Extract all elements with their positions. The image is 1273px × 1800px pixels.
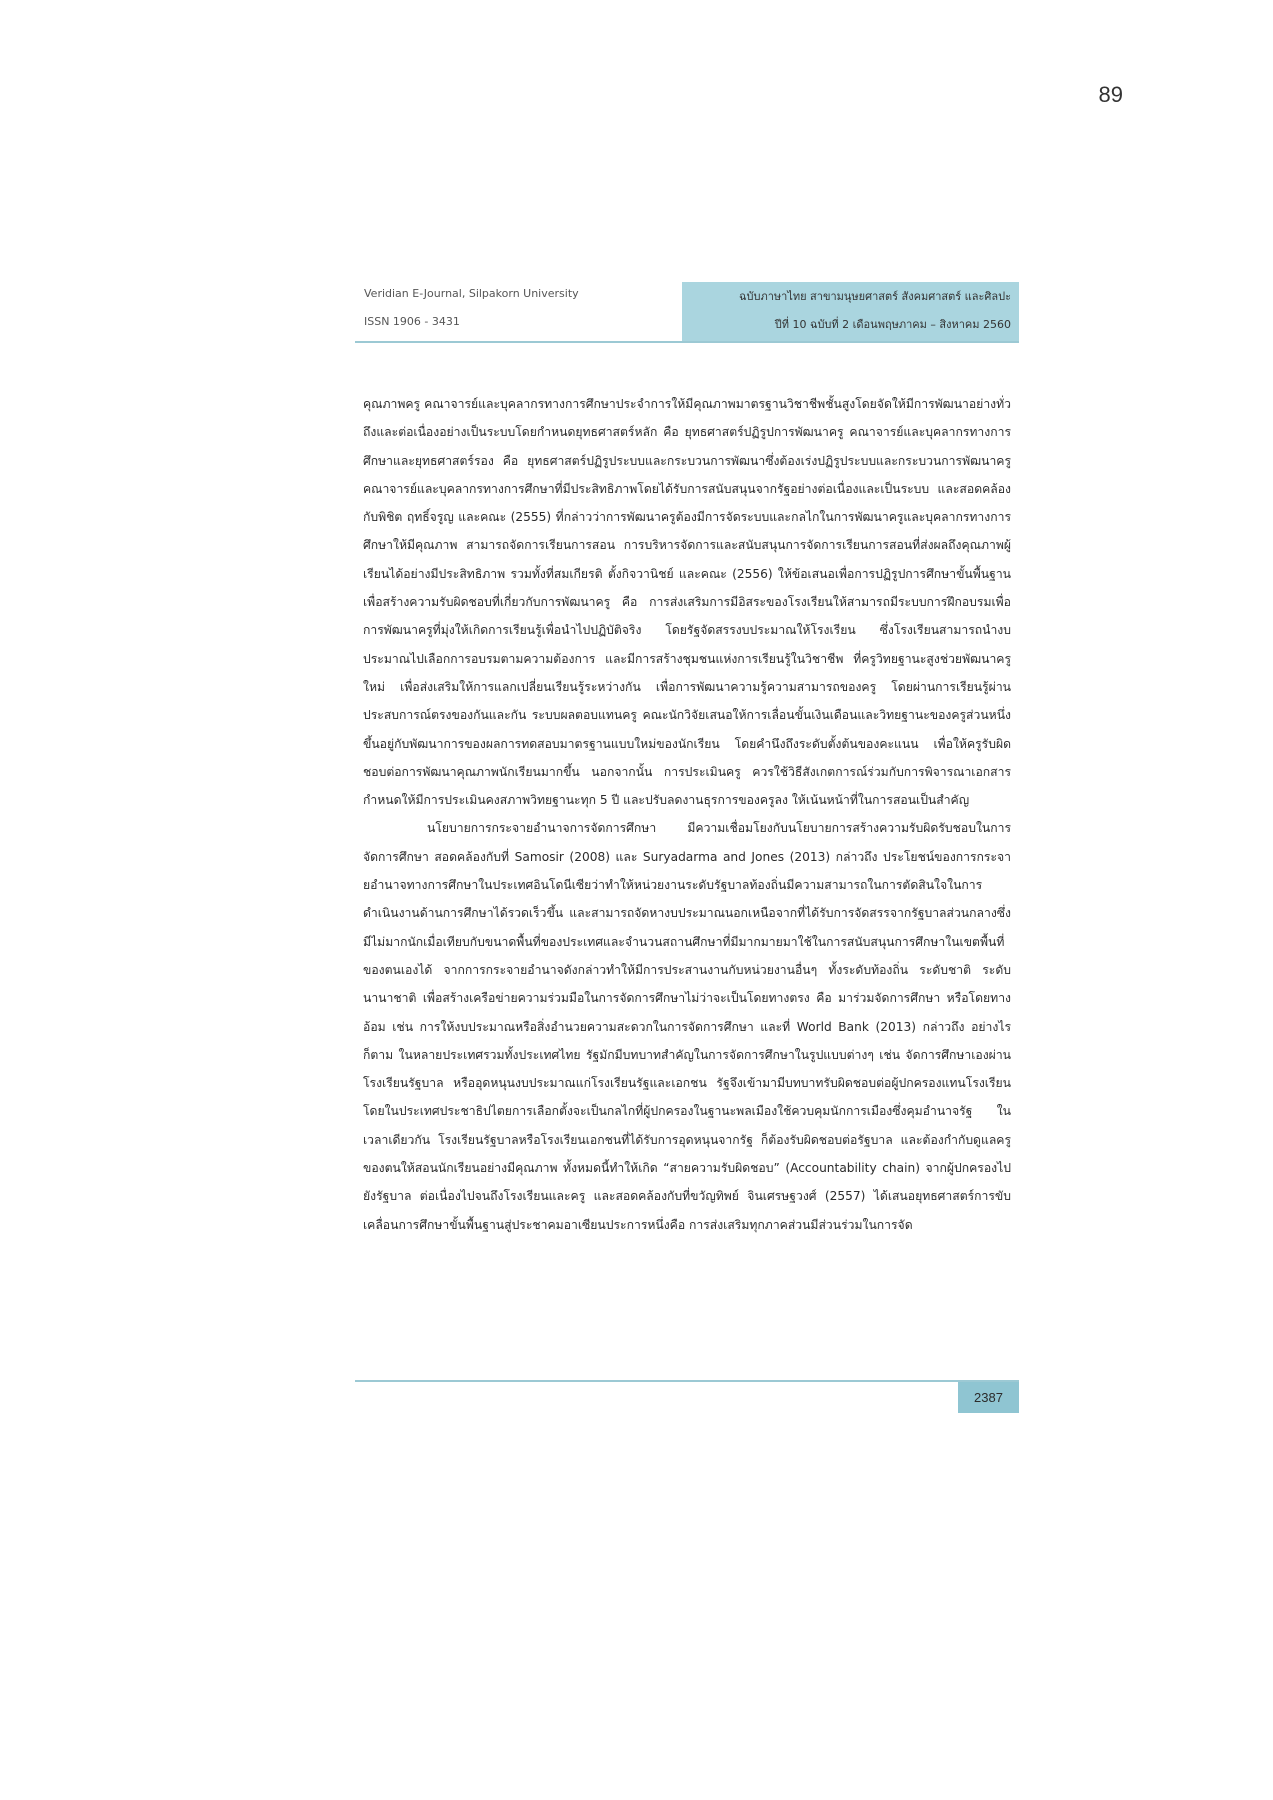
header-divider — [355, 341, 1019, 343]
outer-page-number: 89 — [1098, 82, 1123, 107]
article-body — [363, 390, 1011, 1239]
body-paragraph-2: นโยบายการกระจายอำนาจการจัดการศึกษา มีความเชื่อมโยงกับนโยบายการสร้างความรับผิดรับชอบในการจัดการศึกษา สอดคล้องกับที่ Samosir (2008) และ Suryadarma and Jones (2013) กล่าวถึง ประโยชน์ของการกระจายอำนาจทางการศึกษาในประเทศอินโดนีเซียว่าทำให้หน่วยงานระดับรัฐบาลท้องถิ่นมีความสามารถในการตัดสินใจในการดำเนินงานด้านการศึกษาได้รวดเร็วขึ้น และสามารถจัดหางบประมาณนอกเหนือจากที่ได้รับการจัดสรรจากรัฐบาลส่วนกลางซึ่งมีไม่มากนักเมื่อเทียบกับขนาดพื้นที่ของประเทศและจำนวนสถานศึกษาที่มีมากมายมาใช้ในการสนับสนุนการศึกษาในเขตพื้นที่ของตนเองได้ จากการกระจายอำนาจดังกล่าวทำให้มีการประสานงานกับหน่วยงานอื่นๆ ทั้งระดับท้องถิ่น ระดับชาติ ระดับนานาชาติ เพื่อสร้างเครือข่ายความร่วมมือในการจัดการศึกษาไม่ว่าจะเป็นโดยทางตรง คือ มาร่วมจัดการศึกษา หรือโดยทางอ้อม เช่น การให้งบประมาณหรือสิ่งอำนวยความสะดวกในการจัดการศึกษา และที่ World Bank (2013) กล่าวถึง อย่างไรก็ตาม ในหลายประเทศรวมทั้งประเทศไทย รัฐมักมีบทบาทสำคัญในการจัดการศึกษาในรูปแบบต่างๆ เช่น จัดการศึกษาเองผ่านโรงเรียนรัฐบาล หรืออุดหนุนงบประมาณแก่โรงเรียนรัฐและเอกชน รัฐจึงเข้ามามีบทบาทรับผิดชอบต่อผู้ปกครองแทนโรงเรียน โดยในประเทศประชาธิปไตยการเลือกตั้งจะเป็นกลไกที่ผู้ปกครองในฐานะพลเมืองใช้ควบคุมนักการเมืองซึ่งคุมอำนาจรัฐ ในเวลาเดียวกัน โรงเรียนรัฐบาลหรือโรงเรียนเอกชนที่ได้รับการอุดหนุนจากรัฐ ก็ต้องรับผิดชอบต่อรัฐบาล และต้องกำกับดูแลครูของตนให้สอนนักเรียนอย่างมีคุณภาพ ทั้งหมดนี้ทำให้เกิด “สายความรับผิดชอบ” (Accountability chain) จากผู้ปกครองไปยังรัฐบาล ต่อเนื่องไปจนถึงโรงเรียนและครู และสอดคล้องกับที่ขวัญทิพย์ จินเศรษฐวงศ์ (2557) ได้เสนอยุทธศาสตร์การขับเคลื่อนการศึกษาขั้นพื้นฐานสู่ประชาคมอาเซียนประการหนึ่งคือ การส่งเสริมทุกภาคส่วนมีส่วนร่วมในการจัด — [363, 821, 1011, 1232]
journal-name: Veridian E-Journal, Silpakorn University — [364, 287, 579, 300]
issn: ISSN 1906 - 3431 — [364, 315, 460, 328]
footer-page-number: 2387 — [958, 1382, 1019, 1413]
footer-divider — [355, 1380, 1019, 1382]
edition-label: ฉบับภาษาไทย สาขามนุษยศาสตร์ สังคมศาสตร์ และศิลปะ — [739, 290, 1011, 303]
body-paragraph-1: คุณภาพครู คณาจารย์และบุคลากรทางการศึกษาประจำการให้มีคุณภาพมาตรฐานวิชาชีพชั้นสูงโดยจัดให้มีการพัฒนาอย่างทั่วถึงและต่อเนื่องอย่างเป็นระบบโดยกำหนดยุทธศาสตร์หลัก คือ ยุทธศาสตร์ปฏิรูปการพัฒนาครู คณาจารย์และบุคลากรทางการศึกษาและยุทธศาสตร์รอง คือ ยุทธศาสตร์ปฏิรูประบบและกระบวนการพัฒนาซึ่งต้องเร่งปฏิรูประบบและกระบวนการพัฒนาครู คณาจารย์และบุคลากรทางการศึกษาที่มีประสิทธิภาพโดยได้รับการสนับสนุนจากรัฐอย่างต่อเนื่องและเป็นระบบ และสอดคล้องกับพิชิต ฤทธิ์จรูญ และคณะ (2555) ที่กล่าวว่าการพัฒนาครูต้องมีการจัดระบบและกลไกในการพัฒนาครูและบุคลากรทางการศึกษาให้มีคุณภาพ สามารถจัดการเรียนการสอน การบริหารจัดการและสนับสนุนการจัดการเรียนการสอนที่ส่งผลถึงคุณภาพผู้เรียนได้อย่างมีประสิทธิภาพ รวมทั้งที่สมเกียรติ ตั้งกิจวานิชย์ และคณะ (2556) ให้ข้อเสนอเพื่อการปฏิรูปการศึกษาขั้นพื้นฐานเพื่อสร้างความรับผิดชอบที่เกี่ยวกับการพัฒนาครู คือ การส่งเสริมการมีอิสระของโรงเรียนให้สามารถมีระบบการฝึกอบรมเพื่อการพัฒนาครูที่มุ่งให้เกิดการเรียนรู้เพื่อนำไปปฏิบัติจริง โดยรัฐจัดสรรงบประมาณให้โรงเรียน ซึ่งโรงเรียนสามารถนำงบประมาณไปเลือกการอบรมตามความต้องการ และมีการสร้างชุมชนแห่งการเรียนรู้ในวิชาชีพ ที่ครูวิทยฐานะสูงช่วยพัฒนาครูใหม่ เพื่อส่งเสริมให้การแลกเปลี่ยนเรียนรู้ระหว่างกัน เพื่อการพัฒนาความรู้ความสามารถของครู โดยผ่านการเรียนรู้ผ่านประสบการณ์ตรงของกันและกัน ระบบผลตอบแทนครู คณะนักวิจัยเสนอให้การเลื่อนขั้นเงินเดือนและวิทยฐานะของครูส่วนหนึ่งขึ้นอยู่กับพัฒนาการของผลการทดสอบมาตรฐานแบบใหม่ของนักเรียน โดยคำนึงถึงระดับตั้งต้นของคะแนน เพื่อให้ครูรับผิดชอบต่อการพัฒนาคุณภาพนักเรียนมากขึ้น นอกจากนั้น การประเมินครู ควรใช้วิธีสังเกตการณ์ร่วมกับการพิจารณาเอกสาร กำหนดให้มีการประเมินคงสภาพวิทยฐานะทุก 5 ปี และปรับลดงานธุรการของครูลง ให้เน้นหน้าที่ในการสอนเป็นสำคัญ — [363, 397, 1011, 808]
journal-header — [355, 282, 1019, 341]
issue-info-box — [682, 282, 1019, 341]
journal-info — [364, 282, 674, 341]
volume-issue-label: ปีที่ 10 ฉบับที่ 2 เดือนพฤษภาคม – สิงหาคม 2560 — [774, 318, 1011, 331]
